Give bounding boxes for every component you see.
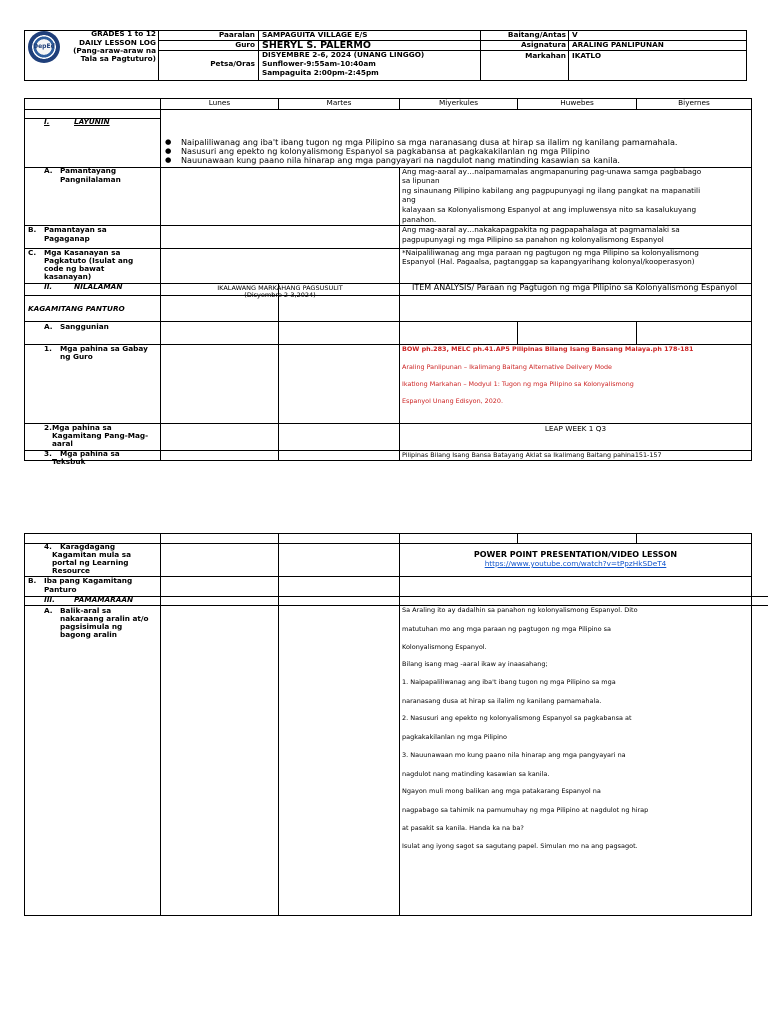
lesson-table-2: 4. Karagdagang Kagamitan mula sa portal ng Learning Resource POWER POINT PRESENTATION/VIDEO LESSON https://www.youtube.com/watch?v=tPpzHkSDeT4 B. Iba pang Kagamitang Panturo III. PAMAMARAAN A. Balik-aral sa nakaraang aralin at/o pagsisimula ng bagong aralin Sa Araling ito ay dadalhin sa panahon ng kolonyalismong Espanyol. Dito matutuhan mo ang mga paraan ng pagtugon ng mga Pilipino sa Kolonyalismong Espanyol. Bilang isang mag -aaral ikaw ay inaasahang; 1. Naipapaliliwanag ang iba't ibang tugon ng mga Pilipino sa mga naranasang dusa at hirap sa ilalim ng kanilang pamamahala. 2. Nasusuri ang epekto ng kolonyalismong Espanyol sa pagkabansa at pagkakakilanlan ng mga Pilipino 3. Nauunawaan mo kung paano nila hinarap ang mga pangyayari na nagdulot nang matinding kasawian sa kanila. Ngayon muli mong balikan ang mga patakarang Espanyol na nagpabago sa tahimik na pamumuhay ng mga Pilipino at nagdulot ng hirap at pasakit sa kanila. Handa ka na ba? Isulat ang iyong sagot sa sagutang papel. Simulan mo na ang pagsagot. xyxy=(0,500,768,960)
quarter-value: IKATLO xyxy=(572,51,602,60)
kagamitan-mag-label: Mga pahina sa xyxy=(52,423,112,432)
dll-title-1: GRADES 1 to 12 xyxy=(91,29,156,38)
date-line-3: Sampaguita 2:00pm-2:45pm xyxy=(262,68,379,77)
kasanayan-label: Mga Kasanayan sa xyxy=(44,248,121,257)
pamamaraan-label: PAMAMARAAN xyxy=(74,595,134,604)
video-lesson-link[interactable]: https://www.youtube.com/watch?v=tPpzHkSDeT4 xyxy=(484,559,667,568)
nilalaman-text: ITEM ANALYSIS/ Paraan ng Pagtugon ng mga Pilipino sa Kolonyalismong Espanyol xyxy=(412,283,738,292)
grade-value: V xyxy=(572,30,578,39)
teacher-value: SHERYL S. PALERMO xyxy=(262,40,371,51)
grade-label: Baitang/Antas xyxy=(507,30,566,39)
nilalaman-monday-1: IKALAWANG MARKAHANG PAGSUSULIT xyxy=(217,284,343,292)
date-line-1: DISYEMBRE 2-6, 2024 (UNANG LINGGO) xyxy=(262,50,425,59)
lesson-table-1: Lunes Martes Miyerkules Huwebes Biyernes I. LAYUNIN ● Naipaliliwanag ang iba't ibang tugon ng mga Pilipino sa mga naranasang dusa at hirap sa ilalim ng kanilang pamamahala. ● Nasusuri ang epekto ng kolonyalismong Espanyol sa pagkabansa at pagkakakilanlan ng mga Pilipino ● Nauunawaan kung paano nila hinarap ang mga pangyayari na nagdulot nang matinding kasawian sa kanila. A. Pamantayang Pangnilalaman Ang mag-aaral ay…naipamamalas angmapanuring pag-unawa samga pagbabago sa lipunan ng sinaunang Pilipino kabilang ang pagpupunyagi ng ilang pangkat na mapanatili ang kalayaan sa Kolonyalismong Espanyol at ang impluwensya nito sa kasalukuyang panahon. B. Pamantayan sa Pagaganap Ang mag-aaral ay…nakakapagpakita ng pagpapahalaga at pagmamalaki sa pagpupunyagi ng mga Pilipino sa panahon ng kolonyalismong Espanyol C. Mga Kasanayan sa Pagkatuto (Isulat ang code ng bawat kasanayan) *Naipaliliwanag ang mga paraan ng pagtugon ng mga Pilipino sa kolonyalismong Espanyol (Hal. Pagaalsa, pagtanggap sa kapangyarihang kolonyal/kooperasyon) II. NILALAMAN IKALAWANG MARKAHANG PAGSUSULIT (Disyembre 2-3,2024) ITEM ANALYSIS/ Paraan ng Pagtugon ng mga Pilipino sa Kolonyalismong Espanyol KAGAMITANG PANTURO A. Sanggunian 1. Mga pahina sa Gabay ng Guro BOW ph.283, MELC ph.41.AP5 Pilipinas Bilang Isang Bansang Malaya.ph 178-181 Araling Panlipunan – Ikalimang Baitang Alternative Delivery Mode Ikatlong Markahan – Modyul 1: Tugon ng mga Pilipino sa Kolonyalismong Espanyol Unang Edisyon, 2020. 2. Mga pahina sa Kagamitang Pang-Mag- aaral LEAP WEEK 1 Q3 3. Mga pahina sa Teksbuk Pilipinas Bilang Isang Bansa Batayang Aklat sa Ikalimang Baitang pahina151-157 xyxy=(0,90,768,470)
iba-kagamitan-label: Iba pang Kagamitang xyxy=(44,576,133,585)
gabay-label: Mga pahina sa Gabay xyxy=(60,344,148,353)
objective-bullet-icon: ● xyxy=(165,155,172,164)
layunin-number: I. xyxy=(44,117,50,126)
karagdagang-label: Karagdagang xyxy=(60,542,116,551)
teksbuk-text: Pilipinas Bilang Isang Bansa Batayang Aklat sa Ikalimang Baitang pahina151-157 xyxy=(402,451,662,459)
school-label: Paaralan xyxy=(218,30,255,39)
sanggunian-label: Sanggunian xyxy=(60,322,109,331)
day-header-wednesday: Miyerkules xyxy=(438,98,479,107)
day-header-thursday: Huwebes xyxy=(560,98,594,107)
ppt-title: POWER POINT PRESENTATION/VIDEO LESSON xyxy=(473,550,678,559)
date-line-2: Sunflower-9:55am-10:40am xyxy=(262,59,376,68)
day-header-tuesday: Martes xyxy=(326,98,352,107)
school-value: SAMPAGUITA VILLAGE E/S xyxy=(262,30,368,39)
pamantayang-label: Pamantayang xyxy=(60,166,117,175)
subject-value: ARALING PANLIPUNAN xyxy=(572,40,664,49)
leap-reference: LEAP WEEK 1 Q3 xyxy=(544,424,607,433)
dll-title-2: DAILY LESSON LOG xyxy=(78,38,156,47)
pagaganap-label: Pamantayan sa xyxy=(44,225,107,234)
dll-title-3: (Pang-araw-araw na xyxy=(73,46,156,55)
objective-bullet-icon: ● xyxy=(165,146,172,155)
subject-label: Asignatura xyxy=(520,40,566,49)
pamantayang-text: Ang mag-aaral ay…naipamamalas angmapanuring pag-unawa samga pagbabago xyxy=(402,167,702,176)
day-header-monday: Lunes xyxy=(208,98,231,107)
dll-title-4: Tala sa Pagtuturo) xyxy=(80,54,156,63)
layunin-label: LAYUNIN xyxy=(74,117,110,126)
quarter-label: Markahan xyxy=(525,51,566,60)
balik-aral-label: Balik-aral sa xyxy=(60,606,112,615)
objective-bullet-icon: ● xyxy=(165,137,172,146)
nilalaman-label: NILALAMAN xyxy=(74,282,123,291)
objective-item: Nauunawaan kung paano nila hinarap ang mga pangyayari na nagdulot nang matinding kasawian sa kanila. xyxy=(181,155,620,165)
objective-item: Nasusuri ang epekto ng kolonyalismong Espanyol sa pagkabansa at pagkakakilanlan ng mga Pilipino xyxy=(181,146,590,156)
teacher-label: Guro xyxy=(235,40,255,49)
pagaganap-text: Ang mag-aaral ay…nakakapagpakita ng pagpapahalaga at pagmamalaki sa xyxy=(402,225,680,234)
teksbuk-label: Mga pahina sa xyxy=(60,449,120,458)
header-table xyxy=(0,0,768,90)
nilalaman-monday-2: (Disyembre 2-3,2024) xyxy=(244,291,316,299)
kagamitan-label: KAGAMITANG PANTURO xyxy=(28,304,125,313)
day-header-friday: Biyernes xyxy=(678,98,710,107)
date-label: Petsa/Oras xyxy=(210,59,255,68)
objective-item: Naipaliliwanag ang iba't ibang tugon ng mga Pilipino sa mga naranasang dusa at hirap sa ilalim ng kanilang pamamahala. xyxy=(181,137,678,147)
deped-seal-icon: DepEd xyxy=(28,31,60,63)
gabay-reference: BOW ph.283, MELC ph.41.AP5 Pilipinas Bilang Isang Bansang Malaya.ph 178-181 xyxy=(402,345,694,353)
kasanayan-text: *Naipaliliwanag ang mga paraan ng pagtugon ng mga Pilipino sa kolonyalismong xyxy=(402,248,699,257)
